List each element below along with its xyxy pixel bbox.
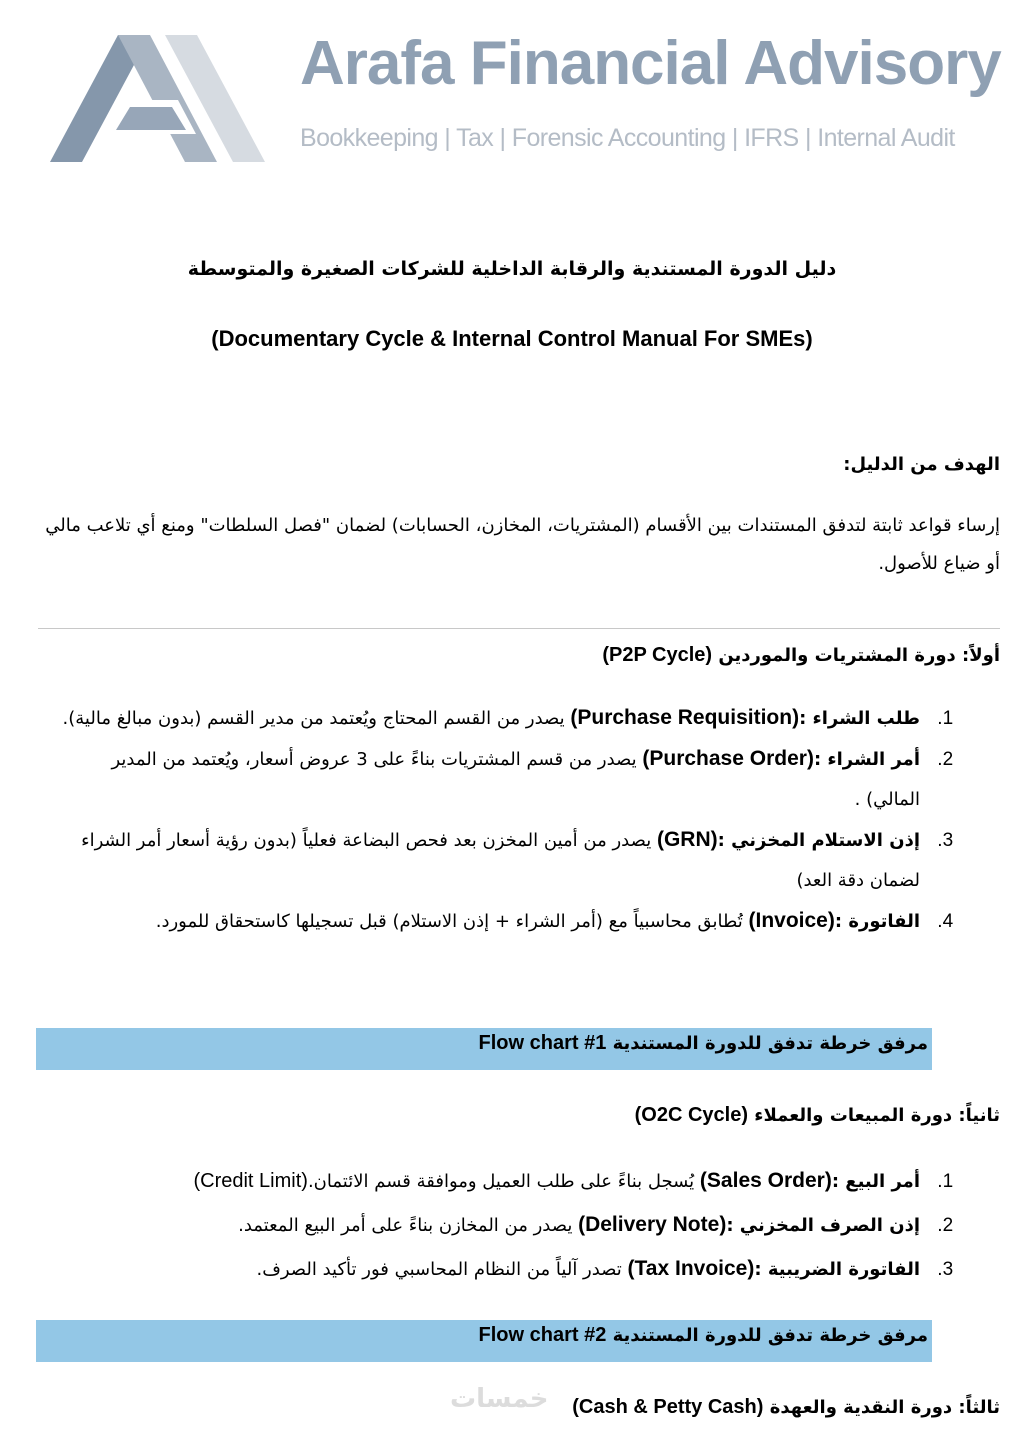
section-heading-arabic: أولاً: دورة المشتريات والموردين <box>718 645 1000 666</box>
section-heading-p2p <box>602 644 1000 667</box>
o2c-steps-list <box>40 1159 954 1291</box>
item-term: (Invoice) <box>748 909 835 932</box>
list-item <box>40 1159 932 1203</box>
section-heading-cash <box>572 1396 1000 1419</box>
letterhead <box>0 0 1024 190</box>
list-item <box>40 1247 932 1291</box>
item-term: (Sales Order) <box>699 1169 832 1192</box>
item-term: (GRN) <box>656 828 718 851</box>
flow-chart-attachment-1 <box>36 1028 932 1070</box>
item-term: (Purchase Requisition) <box>570 706 800 729</box>
item-text: تصدر آلياً من النظام المحاسبي فور تأكيد الصرف. <box>256 1259 628 1280</box>
brand-tagline: Bookkeeping | Tax | Forensic Accounting | IFRS | Internal Audit <box>300 124 955 152</box>
item-label: طلب الشراء : <box>799 708 920 729</box>
section-heading-o2c <box>635 1104 1000 1127</box>
item-label: إذن الاستلام المخزني : <box>717 830 920 851</box>
section-heading-arabic: ثالثاً: دورة النقدية والعهدة <box>769 1397 1000 1418</box>
item-label: الفاتورة الضريبية : <box>754 1259 920 1280</box>
objective-text: إرساء قواعد ثابتة لتدفق المستندات بين الأقسام (المشتريات، المخازن، الحسابات) لضمان "فصل السلطات" ومنع أي تلاعب مالي أو ضياع للأصول. <box>45 515 1000 574</box>
item-text: يُسجل بناءً على طلب العميل وموافقة قسم الائتمان. <box>307 1171 700 1192</box>
flow-bar-label: Flow chart #2 <box>478 1324 607 1346</box>
item-label: إذن الصرف المخزني : <box>726 1215 920 1236</box>
watermark-logo: خمسات <box>450 1384 549 1414</box>
item-term: (Purchase Order) <box>642 747 814 770</box>
item-label: الفاتورة : <box>834 911 920 932</box>
item-text: يصدر من قسم المشتريات بناءً على 3 عروض أسعار، ويُعتمد من المدير المالي) . <box>111 749 920 810</box>
item-label: أمر البيع : <box>831 1171 920 1192</box>
list-item <box>40 739 932 820</box>
list-item <box>40 901 932 942</box>
flow-bar-prefix: مرفق خرطة تدفق للدورة المستندية <box>612 1033 928 1054</box>
list-item <box>40 1203 932 1247</box>
item-text: تُطابق محاسبياً مع (أمر الشراء + إذن الاستلام) قبل تسجيلها كاستحقاق للمورد. <box>155 911 749 932</box>
flow-bar-label: Flow chart #1 <box>478 1032 607 1054</box>
document-title-arabic: دليل الدورة المستندية والرقابة الداخلية للشركات الصغيرة والمتوسطة <box>187 258 837 280</box>
flow-chart-attachment-2 <box>36 1320 932 1362</box>
item-text: يصدر من القسم المحتاج ويُعتمد من مدير القسم (بدون مبالغ مالية). <box>62 708 571 729</box>
flow-bar-prefix: مرفق خرطة تدفق للدورة المستندية <box>612 1325 928 1346</box>
item-text: يصدر من المخازن بناءً على أمر البيع المعتمد. <box>238 1215 579 1236</box>
document-title-english: (Documentary Cycle & Internal Control Manual For SMEs) <box>211 326 813 351</box>
list-item <box>40 698 932 739</box>
section-heading-arabic: ثانياً: دورة المبيعات والعملاء <box>754 1105 1000 1126</box>
item-text: يصدر من أمين المخزن بعد فحص البضاعة فعلياً (بدون رؤية أسعار أمر الشراء لضمان دقة العد) <box>81 830 920 891</box>
section-heading-english: (Cash & Petty Cash) <box>572 1396 764 1418</box>
item-term: (Tax Invoice) <box>627 1257 755 1280</box>
company-logo-icon <box>50 30 275 170</box>
brand-name: Arafa Financial Advisory <box>300 29 1001 98</box>
objective-heading: الهدف من الدليل: <box>843 454 1000 475</box>
section-heading-english: (P2P Cycle) <box>602 644 713 666</box>
list-item <box>40 820 932 901</box>
item-label: أمر الشراء : <box>813 749 920 770</box>
section-heading-english: (O2C Cycle) <box>634 1104 748 1126</box>
section-divider <box>38 628 1000 629</box>
item-suffix: (Credit Limit) <box>193 1170 308 1192</box>
p2p-steps-list <box>40 698 954 942</box>
item-term: (Delivery Note) <box>578 1213 727 1236</box>
